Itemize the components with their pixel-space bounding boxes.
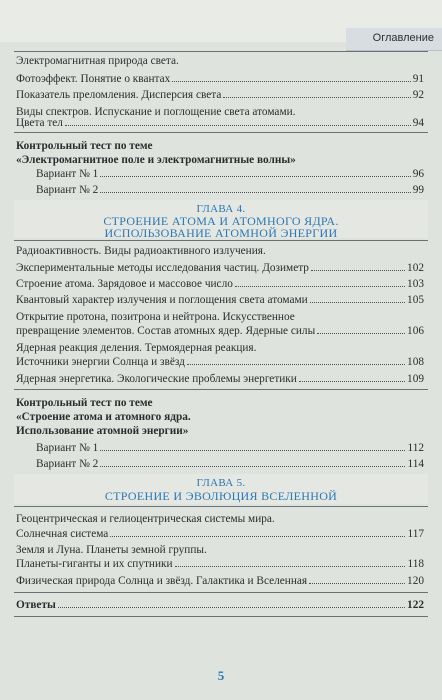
- leader-dots: [309, 583, 405, 584]
- toc-entry[interactable]: [16, 355, 424, 369]
- toc-entry[interactable]: [16, 557, 424, 571]
- toc-entry[interactable]: [36, 441, 424, 455]
- toc-entry-page: 92: [412, 89, 424, 101]
- divider: [14, 592, 428, 593]
- test-subtitle: «Строение атома и атомного ядра.: [16, 411, 191, 423]
- test-title: Контрольный тест по теме: [16, 397, 153, 409]
- page-number: 5: [217, 668, 225, 683]
- leader-dots: [175, 566, 406, 567]
- toc-entry[interactable]: [16, 244, 424, 258]
- toc-entry-page: 118: [407, 558, 424, 570]
- toc-entry[interactable]: [16, 324, 424, 338]
- toc-entry-title: Экспериментальные методы исследования частиц. Дозиметр: [16, 262, 309, 274]
- toc-entry-title: Радиоактивность. Виды радиоактивного излучения.: [16, 245, 266, 257]
- toc-entry-title: Электромагнитная природа света.: [16, 55, 179, 67]
- toc-entry-page: 103: [407, 278, 424, 290]
- toc-entry-title: Вариант № 1: [36, 442, 99, 454]
- toc-entry[interactable]: [16, 372, 424, 386]
- toc-entry[interactable]: [16, 261, 424, 275]
- toc-entry-title: Вариант № 2: [36, 458, 99, 470]
- toc-entry-title: Фотоэффект. Понятие о квантах: [16, 73, 171, 85]
- chapter-title: ИСПОЛЬЗОВАНИЕ АТОМНОЙ ЭНЕРГИИ: [104, 226, 338, 240]
- toc-entry-title: Виды спектров. Испускание и поглощение света атомами.: [16, 106, 296, 118]
- toc-entry-title: Солнечная система: [16, 528, 109, 540]
- leader-dots: [65, 125, 411, 126]
- test-title: Контрольный тест по теме: [16, 140, 153, 152]
- toc-entry-page: 108: [407, 356, 424, 368]
- toc-entry[interactable]: [16, 293, 424, 307]
- divider: [14, 132, 428, 133]
- toc-entry-answers[interactable]: [16, 598, 424, 612]
- chapter-label: ГЛАВА 4.: [196, 203, 246, 215]
- leader-dots: [58, 607, 405, 608]
- toc-entry[interactable]: [16, 116, 424, 130]
- toc-entry-page: 99: [412, 184, 424, 196]
- leader-dots: [299, 381, 405, 382]
- toc-entry-page: 96: [412, 168, 424, 180]
- chapter-title: СТРОЕНИЕ АТОМА И АТОМНОГО ЯДРА.: [103, 214, 339, 228]
- toc-entry-page: 102: [407, 262, 424, 274]
- toc-entry-page: 120: [407, 575, 424, 587]
- toc-entry-title: Геоцентрическая и гелиоцентрическая системы мира.: [16, 513, 275, 525]
- toc-entry[interactable]: [16, 574, 424, 588]
- leader-dots: [317, 333, 405, 334]
- divider: [14, 506, 428, 507]
- toc-entry-title: Открытие протона, позитрона и нейтрона. Искусственное: [16, 311, 295, 323]
- chapter-label: ГЛАВА 5.: [196, 477, 246, 489]
- toc-entry[interactable]: [16, 341, 424, 355]
- section-title: Оглавление: [372, 32, 434, 44]
- toc-entry-title: Ответы: [16, 599, 56, 611]
- leader-dots: [235, 286, 405, 287]
- toc-entry[interactable]: [16, 72, 424, 86]
- toc-entry-title: Строение атома. Зарядовое и массовое число: [16, 278, 233, 290]
- toc-entry[interactable]: [36, 167, 424, 181]
- toc-entry-title: Планеты-гиганты и их спутники: [16, 558, 173, 570]
- toc-entry-page: 94: [412, 117, 424, 129]
- top-rule: [14, 51, 428, 52]
- leader-dots: [172, 81, 410, 82]
- chapter-title: СТРОЕНИЕ И ЭВОЛЮЦИЯ ВСЕЛЕННОЙ: [104, 489, 338, 503]
- test-subtitle: Использование атомной энергии»: [16, 425, 189, 437]
- toc-entry-page: 112: [407, 442, 424, 454]
- toc-entry-title: Земля и Луна. Планеты земной группы.: [16, 544, 207, 556]
- leader-dots: [100, 176, 410, 177]
- toc-entry[interactable]: [36, 457, 424, 471]
- toc-entry-title: Ядерная реакция деления. Термоядерная реакция.: [16, 342, 257, 354]
- toc-entry-page: 105: [407, 294, 424, 306]
- leader-dots: [100, 450, 405, 451]
- leader-dots: [100, 192, 410, 193]
- toc-entry-page: 109: [407, 373, 424, 385]
- leader-dots: [310, 302, 405, 303]
- divider: [14, 389, 428, 390]
- toc-entry-title: Источники энергии Солнца и звёзд: [16, 356, 185, 368]
- toc-entry-title: Вариант № 1: [36, 168, 99, 180]
- toc-entry-title: Квантовый характер излучения и поглощения света атомами: [16, 294, 308, 306]
- toc-entry-title: Цвета тел: [16, 117, 63, 129]
- toc-entry[interactable]: [16, 310, 424, 324]
- toc-entry[interactable]: [16, 277, 424, 291]
- toc-entry[interactable]: [16, 527, 424, 541]
- leader-dots: [100, 466, 405, 467]
- toc-entry-title: Вариант № 2: [36, 184, 99, 196]
- toc-entry-page: 114: [407, 458, 424, 470]
- bottom-rule: [14, 616, 428, 617]
- section-tab: [346, 28, 442, 51]
- toc-entry-page: 117: [407, 528, 424, 540]
- toc-entry-title: Показатель преломления. Дисперсия света: [16, 89, 222, 101]
- toc-entry[interactable]: [36, 183, 424, 197]
- toc-entry[interactable]: [16, 88, 424, 102]
- toc-entry-page: 122: [407, 599, 424, 611]
- leader-dots: [311, 270, 405, 271]
- toc-entry[interactable]: [16, 512, 424, 526]
- test-subtitle: «Электромагнитное поле и электромагнитные волны»: [16, 154, 296, 166]
- leader-dots: [110, 536, 405, 537]
- toc-entry[interactable]: [16, 543, 424, 557]
- divider: [14, 240, 428, 241]
- toc-entry[interactable]: [16, 54, 424, 68]
- toc-entry-title: Ядерная энергетика. Экологические проблемы энергетики: [16, 373, 297, 385]
- leader-dots: [223, 97, 410, 98]
- toc-entry-title: превращение элементов. Состав атомных ядер. Ядерные силы: [16, 325, 316, 337]
- toc-entry-page: 106: [407, 325, 424, 337]
- toc-entry-page: 91: [412, 73, 424, 85]
- leader-dots: [187, 364, 405, 365]
- toc-entry-title: Физическая природа Солнца и звёзд. Галактика и Вселенная: [16, 575, 308, 587]
